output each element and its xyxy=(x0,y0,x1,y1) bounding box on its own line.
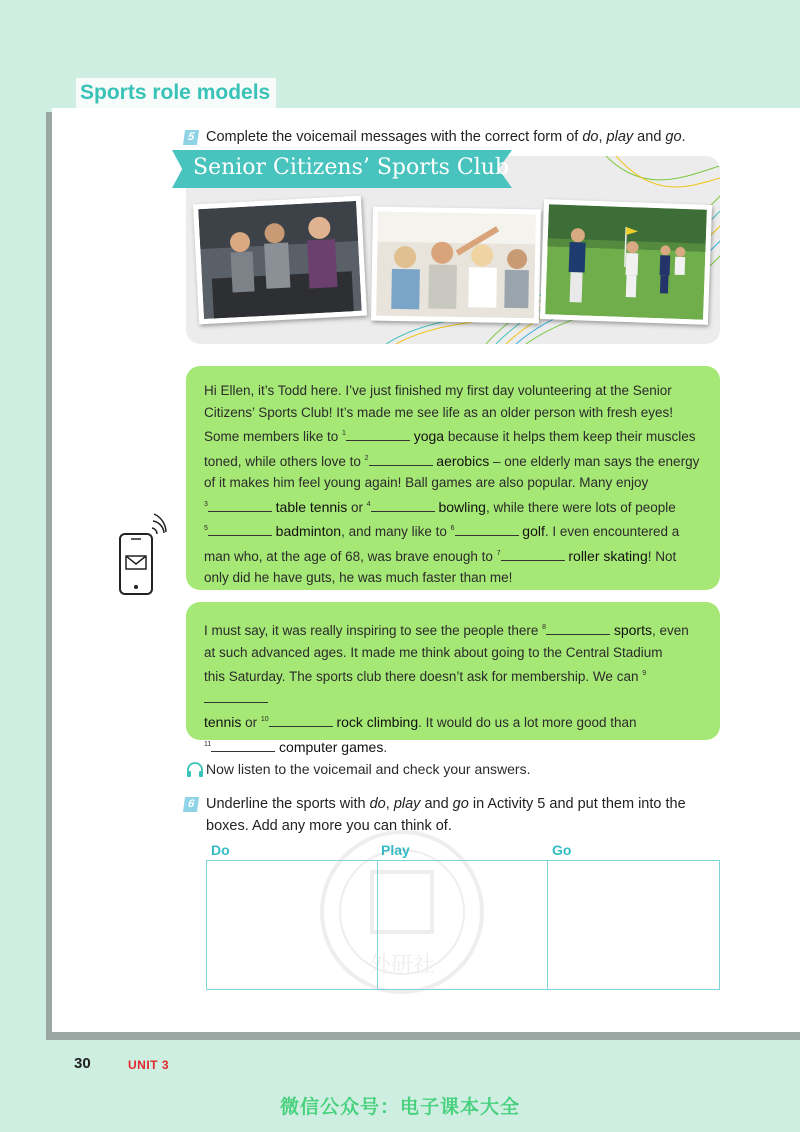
gym-image xyxy=(198,201,362,319)
club-banner-title: Senior Citizens’ Sports Club xyxy=(193,155,510,180)
section-title: Sports role models xyxy=(76,78,276,108)
wechat-watermark: 微信公众号：电子课本大全 xyxy=(279,1097,520,1118)
activity-6-number: 6 xyxy=(183,797,199,812)
answer-blank-8[interactable] xyxy=(546,622,610,635)
m1-line: of it makes him feel young again! Ball games are also popular. Many enjoy xyxy=(204,475,649,490)
svg-text:外研社: 外研社 xyxy=(368,953,436,978)
m2-line: tennis or $^{10}$ rock climbing. It would do us a lot more good than xyxy=(204,714,637,730)
answer-blank-9[interactable] xyxy=(204,690,268,703)
m1-line: Citizens’ Sports Club! It’s made me see life as an older person with fresh eyes! xyxy=(204,404,673,420)
answer-blank-6[interactable] xyxy=(455,523,519,536)
column-header-play: Play xyxy=(381,842,410,858)
m2-line: at such advanced ages. It made me think about going to the Central Stadium xyxy=(204,644,663,660)
photo-golf xyxy=(540,199,712,325)
answer-blank-1[interactable] xyxy=(346,428,410,441)
m1-line: toned, while others love to $^2$ aerobics – one elderly man says the energy xyxy=(204,452,700,469)
photo-aerobics xyxy=(371,207,541,324)
m1-line: Hi Ellen, it’s Todd here. I’ve just finished my first day volunteering at the Senior xyxy=(204,383,672,398)
answer-blank-2[interactable] xyxy=(369,453,433,466)
column-header-go: Go xyxy=(552,842,572,858)
box-go[interactable] xyxy=(548,861,719,989)
m1-line: $^5$ badminton, and many like to $^6$ golf. I even encountered a xyxy=(204,523,680,539)
m2-line: this Saturday. The sports club there doesn’t ask for membership. We can $^9$ xyxy=(204,663,704,709)
activity-5-number: 5 xyxy=(183,130,199,145)
sports-sorting-table xyxy=(206,860,720,990)
page-shadow-bottom xyxy=(46,1032,800,1040)
phone-message-icon xyxy=(118,512,168,596)
page-number: 30 xyxy=(74,1055,91,1072)
m1-line: $^3$ table tennis or $^4$ bowling, while there were lots of people xyxy=(204,498,676,515)
golf-image xyxy=(545,204,707,319)
column-header-do: Do xyxy=(211,842,230,858)
activity-5-instruction: Complete the voicemail messages with the correct form of do, play and go. xyxy=(206,129,686,145)
answer-blank-11[interactable] xyxy=(211,739,275,752)
headphones-icon xyxy=(186,762,204,778)
box-do[interactable] xyxy=(207,861,378,989)
answer-blank-10[interactable] xyxy=(269,714,333,727)
answer-blank-5[interactable] xyxy=(208,523,272,536)
m2-line: $^{11}$ computer games. xyxy=(204,738,388,755)
m1-line: Some members like to $^1$ yoga because it helps them keep their muscles xyxy=(204,428,696,444)
m1-line: man who, at the age of 68, was brave enough to $^7$ roller skating! Not xyxy=(204,547,677,564)
answer-blank-3[interactable] xyxy=(208,499,272,512)
m2-line: I must say, it was really inspiring to see the people there $^8$ sports, even xyxy=(204,622,689,638)
m1-line: only did he have guts, he was much faster than me! xyxy=(204,570,513,585)
listen-instruction: Now listen to the voicemail and check your answers. xyxy=(186,758,530,780)
unit-label: UNIT 3 xyxy=(128,1058,170,1072)
photo-gym xyxy=(193,196,367,325)
activity-6-instruction: Underline the sports with do, play and go in Activity 5 and put them into the boxes. Add any more you can think of. xyxy=(206,796,686,834)
voicemail-message-2-text xyxy=(204,617,704,758)
box-play[interactable] xyxy=(377,861,548,989)
answer-blank-7[interactable] xyxy=(501,548,565,561)
voicemail-message-1-text xyxy=(204,380,704,589)
aerobics-image xyxy=(376,212,536,319)
answer-blank-4[interactable] xyxy=(371,499,435,512)
